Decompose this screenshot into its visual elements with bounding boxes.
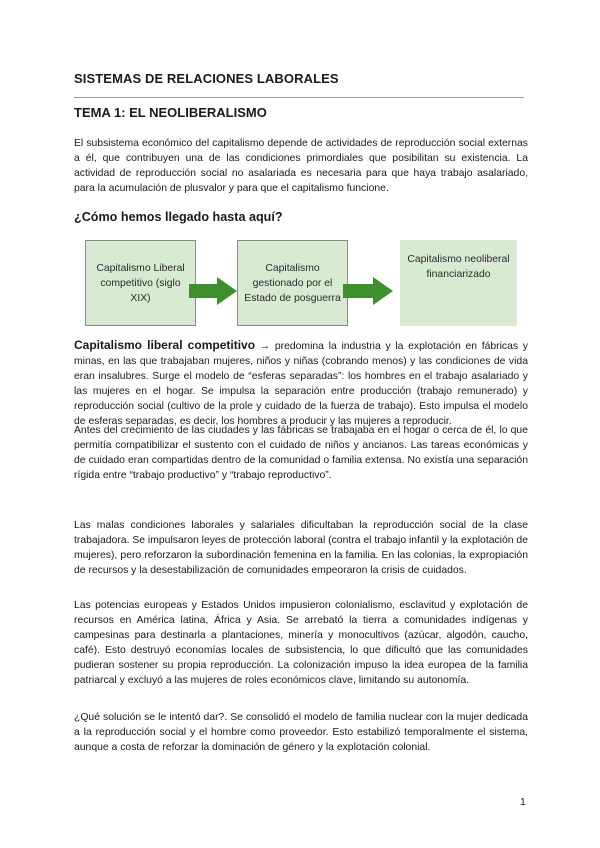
- paragraph-antes: Antes del crecimiento de las ciudades y las fábricas se trabajaba en el hogar o cerca de él, lo que permitía compatibilizar el sustento con el cuidado de niños y ancianos. Las tareas económicas y de cuidado eran compartidas dentro de la comunidad o familia extensa. No existía una separación rígida entre “trabajo productivo” y “trabajo reproductivo”.: [74, 425, 528, 481]
- title-divider: [74, 97, 524, 98]
- diagram-box-posguerra: [237, 240, 348, 326]
- page-number: 1: [520, 797, 526, 808]
- diagram-box-liberal: [85, 240, 196, 326]
- paragraph-liberal-competitivo: [74, 338, 528, 429]
- paragraph-lead-term: Capitalismo liberal competitivo: [74, 338, 256, 352]
- paragraph-potencias: Las potencias europeas y Estados Unidos impusieron colonialismo, esclavitud y explotación de recursos en América latina, África y Asia. Se arrebató la tierra a comunidades indígenas y campesinas para destinarla a plantaciones, minería y monocultivos (azúcar, algodón, caucho, café). Esto destruyó economías locales de subsistencia, lo que dificultó que las comunidades pudieran sostener su propia reproducción. La colonización impuso la idea europea de la familia patriarcal y excluyó a las mujeres de roles económicos clave, limitando su autonomía.: [74, 600, 528, 686]
- paragraph-text: → predomina la industria y la explotación en fábricas y minas, en las que trabajaban mujeres, niños y niñas (cobrando menos) y las condiciones de vida eran insalubres. Surge el modelo de “esferas separadas”: los hombres en el trabajo asalariado y las mujeres en el hogar. Se impulsa la separación entre producción (trabajo remunerado) y reproducción social (cultivo de la prole y cuidado de la fuerza de trabajo). Esto impulsa el modelo de esferas separadas, es decir, los hombres a producir y las mujeres a reproducir.: [74, 341, 529, 427]
- arrow-right-icon: [189, 277, 237, 305]
- intro-paragraph: El subsistema económico del capitalismo depende de actividades de reproducción social externas a él, que contribuyen una de las condiciones primordiales que posibilitan su existencia. La actividad de reproducción social no asalariada es necesaria para que haya trabajo asalariado, para la acumulación de plusvalor y para que el capitalismo funcione.: [74, 138, 528, 194]
- paragraph-condiciones: Las malas condiciones laborales y salariales dificultaban la reproducción social de la clase trabajadora. Se impulsaron leyes de protección laboral (contra el trabajo infantil y la explotación de mujeres), pero reforzaron la subordinación femenina en la familia. En las colonias, la expropiación de recursos y la desestabilización de comunidades empeoraron la crisis de cuidados.: [74, 520, 528, 576]
- diagram-box-liberal-label: Capitalismo Liberal competitivo (siglo XIX): [96, 262, 185, 304]
- arrow-right-icon: [343, 277, 393, 305]
- paragraph-solucion: ¿Qué solución se le intentó dar?. Se consolidó el modelo de familia nuclear con la mujer dedicada a la reproducción social y el hombre como proveedor. Esto estabilizó temporalmente el sistema, aunque a costa de reforzar la dominación de género y la explotación colonial.: [74, 712, 528, 753]
- section-heading: ¿Cómo hemos llegado hasta aquí?: [74, 210, 283, 224]
- document-title: SISTEMAS DE RELACIONES LABORALES: [74, 71, 339, 86]
- diagram-box-neoliberal-label: Capitalismo neoliberal financiarizado: [407, 254, 510, 280]
- diagram-box-posguerra-label: Capitalismo gestionado por el Estado de posguerra: [244, 262, 341, 304]
- diagram-box-neoliberal: [400, 240, 517, 326]
- topic-title: TEMA 1: EL NEOLIBERALISMO: [74, 105, 267, 120]
